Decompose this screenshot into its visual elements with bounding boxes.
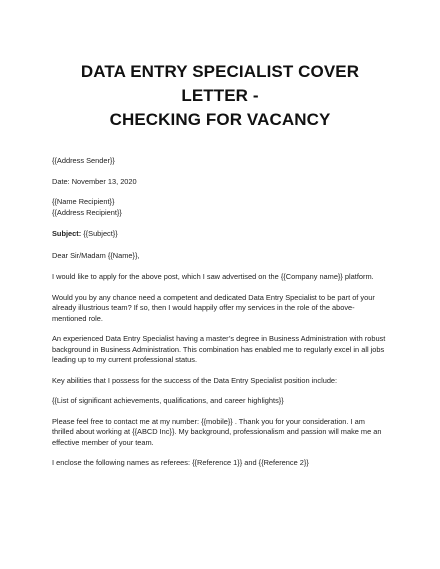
paragraph-references: I enclose the following names as referees: {{Reference 1}} and {{Reference 2}} <box>52 458 309 467</box>
recipient-name: {{Name Recipient}} <box>52 197 115 206</box>
title-line-1: DATA ENTRY SPECIALIST COVER LETTER - <box>80 62 360 105</box>
paragraph-experience: An experienced Data Entry Specialist having a master’s degree in Business Administration with robust background in Business Administration. This combination has enabled me to regularly excel in all jobs leading up to my current professional status. <box>52 334 386 364</box>
paragraph-offer: Would you by any chance need a competent and dedicated Data Entry Specialist to be part of your already illustrious team? If so, then I would happily offer my services in the role of the above-mentioned role. <box>52 292 375 323</box>
sender-address: {{Address Sender}} <box>52 156 115 165</box>
document-title <box>52 60 388 132</box>
letter-body <box>52 156 388 469</box>
salutation: Dear Sir/Madam {{Name}}, <box>52 250 140 260</box>
subject-value: {{Subject}} <box>81 229 118 238</box>
title-line-2: CHECKING FOR VACANCY <box>109 110 331 129</box>
letter-date: Date: November 13, 2020 <box>52 176 137 186</box>
subject-line <box>52 229 388 240</box>
paragraph-intro: I would like to apply for the above post, which I saw advertised on the {{Company name}} platform. <box>52 272 374 281</box>
paragraph-abilities: Key abilities that I possess for the success of the Data Entry Specialist position include: <box>52 375 338 385</box>
paragraph-contact: Please feel free to contact me at my number: {{mobile}} . Thank you for your consideration. I am thrilled about working at {{ABCD Inc}}. My background, professionalism and passion will make me an effective member of your team. <box>52 416 382 447</box>
recipient-address: {{Address Recipient}} <box>52 207 122 217</box>
subject-label: Subject: <box>52 229 82 238</box>
paragraph-achievements: {{List of significant achievements, qualifications, and career highlights}} <box>52 396 284 405</box>
